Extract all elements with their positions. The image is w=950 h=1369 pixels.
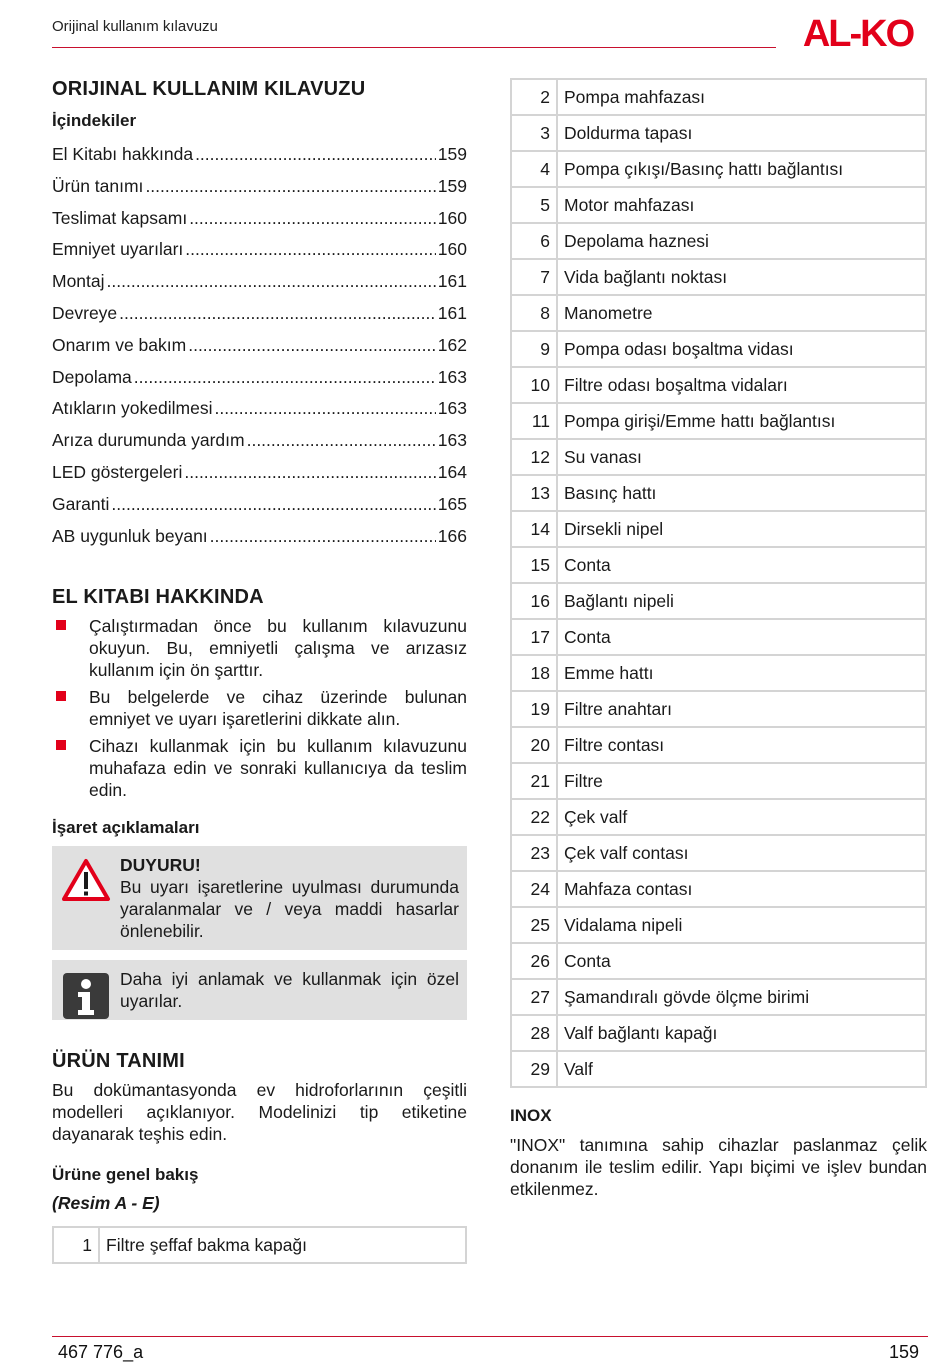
- toc-entry-page: 160: [437, 207, 467, 228]
- toc-entry-page: 163: [437, 430, 467, 451]
- toc-entry-label: Montaj: [52, 271, 105, 292]
- about-bullet-text: Çalıştırmadan önce bu kullanım kılavuzunu okuyun. Bu, emniyetli çalışma ve arızasız kullanım için ön şarttır.: [89, 616, 467, 681]
- toc-entry-label: Garanti: [52, 493, 110, 514]
- toc-entry-page: 165: [437, 493, 467, 514]
- parts-row: [511, 619, 926, 655]
- parts-row: [511, 295, 926, 331]
- toc-entry-label: Emniyet uyarıları: [52, 239, 184, 260]
- part-number: 29: [511, 1051, 557, 1087]
- toc-entry-page: 163: [437, 398, 467, 419]
- part-number: 4: [511, 151, 557, 187]
- warning-title: DUYURU!: [120, 855, 201, 876]
- red-square-bullet-icon: [56, 620, 66, 630]
- part-name: Doldurma tapası: [557, 115, 926, 151]
- parts-row: [511, 583, 926, 619]
- part-name: Şamandıralı gövde ölçme birimi: [557, 979, 926, 1015]
- part-number: 8: [511, 295, 557, 331]
- part-number: 7: [511, 259, 557, 295]
- part-number: 21: [511, 763, 557, 799]
- part-name: Filtre şeffaf bakma kapağı: [99, 1227, 466, 1263]
- left-column: [52, 78, 467, 1264]
- part-name: Valf: [557, 1051, 926, 1087]
- part-number: 15: [511, 547, 557, 583]
- parts-table-left: [52, 1226, 467, 1264]
- part-number: 12: [511, 439, 557, 475]
- warning-triangle-icon: [61, 858, 111, 902]
- part-name: Filtre contası: [557, 727, 926, 763]
- about-bullet-text: Bu belgelerde ve cihaz üzerinde bulunan emniyet ve uyarı işaretlerini dikkate alın.: [89, 687, 467, 730]
- parts-row: [511, 1015, 926, 1051]
- alko-logo: [788, 12, 928, 52]
- toc-entry-label: Onarım ve bakım: [52, 334, 187, 355]
- toc-entry-page: 162: [437, 334, 467, 355]
- product-heading: ÜRÜN TANIMI: [52, 1050, 185, 1073]
- page-number: 159: [888, 1342, 919, 1362]
- part-name: Basınç hattı: [557, 475, 926, 511]
- about-bullet: [52, 735, 467, 801]
- main-title: ORIJINAL KULLANIM KILAVUZU: [52, 78, 366, 100]
- parts-row: [511, 223, 926, 259]
- parts-row: [511, 475, 926, 511]
- part-name: Conta: [557, 547, 926, 583]
- parts-row: [511, 763, 926, 799]
- about-bullet: [52, 615, 467, 681]
- part-number: 6: [511, 223, 557, 259]
- part-number: 27: [511, 979, 557, 1015]
- document-number: 467 776_a: [58, 1342, 144, 1362]
- overview-heading: Ürüne genel bakış: [52, 1165, 199, 1185]
- parts-row: [511, 943, 926, 979]
- parts-row: [511, 187, 926, 223]
- part-number: 23: [511, 835, 557, 871]
- info-text: Daha iyi anlamak ve kullanmak için özel uyarılar.: [120, 969, 459, 1012]
- toc-entry-label: Teslimat kapsamı: [52, 207, 188, 228]
- parts-row: [511, 79, 926, 115]
- part-name: Bağlantı nipeli: [557, 583, 926, 619]
- toc-entry: [52, 425, 467, 457]
- inox-heading: INOX: [510, 1106, 552, 1125]
- toc-entry: [52, 266, 467, 298]
- red-square-bullet-icon: [56, 740, 66, 750]
- parts-row: [511, 439, 926, 475]
- parts-row: [511, 907, 926, 943]
- part-number: 24: [511, 871, 557, 907]
- toc-entry-label: LED göstergeleri: [52, 461, 183, 482]
- toc-heading: İçindekiler: [52, 111, 137, 130]
- parts-row: [511, 799, 926, 835]
- part-number: 25: [511, 907, 557, 943]
- parts-row: [511, 367, 926, 403]
- warning-text: Bu uyarı işaretlerine uyulması durumunda yaralanmalar ve / veya maddi hasarlar önlenebilir.: [120, 877, 459, 942]
- part-number: 5: [511, 187, 557, 223]
- part-number: 10: [511, 367, 557, 403]
- parts-row: [511, 259, 926, 295]
- about-heading: EL KITABI HAKKINDA: [52, 586, 264, 609]
- part-name: Dirsekli nipel: [557, 511, 926, 547]
- toc-entry-label: Depolama: [52, 366, 132, 387]
- toc-leader-dots: [184, 457, 435, 489]
- part-number: 11: [511, 403, 557, 439]
- parts-row: [53, 1227, 466, 1263]
- part-name: Çek valf contası: [557, 835, 926, 871]
- toc-entry-page: 159: [437, 144, 467, 164]
- figure-reference: (Resim A - E): [52, 1193, 160, 1214]
- about-bullet-list: [52, 615, 467, 801]
- running-header: Orijinal kullanım kılavuzu: [52, 18, 218, 35]
- parts-row: [511, 691, 926, 727]
- toc-entry: [52, 489, 467, 521]
- toc-leader-dots: [119, 298, 436, 330]
- toc-leader-dots: [185, 234, 436, 266]
- part-name: Filtre anahtarı: [557, 691, 926, 727]
- toc-entry: [52, 457, 467, 489]
- part-name: Valf bağlantı kapağı: [557, 1015, 926, 1051]
- part-number: 26: [511, 943, 557, 979]
- logo-text: AL-KO: [802, 13, 914, 52]
- toc-entry: [52, 521, 467, 553]
- parts-table-right: [510, 78, 927, 1088]
- toc-entry-page: 159: [437, 175, 467, 196]
- toc-entry-page: 161: [437, 271, 467, 292]
- inox-text: "INOX" tanımına sahip cihazlar paslanmaz çelik donanım ile teslim edilir. Yapı biçimi ve işlev bundan etkilenmez.: [510, 1135, 927, 1199]
- parts-row: [511, 1051, 926, 1087]
- parts-row: [511, 151, 926, 187]
- part-name: Filtre: [557, 763, 926, 799]
- toc-entry: [52, 298, 467, 330]
- part-name: Motor mahfazası: [557, 187, 926, 223]
- toc-entry-label: Devreye: [52, 302, 118, 323]
- part-name: Pompa çıkışı/Basınç hattı bağlantısı: [557, 151, 926, 187]
- toc-entry: [52, 203, 467, 235]
- part-name: Conta: [557, 943, 926, 979]
- toc-entry-page: 163: [437, 366, 467, 387]
- toc-entry: [52, 330, 467, 362]
- info-icon: [62, 972, 110, 1020]
- header-divider: [52, 47, 776, 48]
- toc-entry-label: AB uygunluk beyanı: [52, 525, 208, 546]
- parts-row: [511, 727, 926, 763]
- part-name: Pompa girişi/Emme hattı bağlantısı: [557, 403, 926, 439]
- parts-row: [511, 547, 926, 583]
- toc-leader-dots: [107, 266, 436, 298]
- part-name: Pompa mahfazası: [557, 79, 926, 115]
- part-number: 3: [511, 115, 557, 151]
- toc-entry: [52, 362, 467, 394]
- toc-entry-label: Atıkların yokedilmesi: [52, 398, 213, 419]
- toc-entry-page: 161: [437, 302, 467, 323]
- toc-leader-dots: [247, 425, 436, 457]
- toc-entry-label: Ürün tanımı: [52, 175, 144, 196]
- part-number: 2: [511, 79, 557, 115]
- footer-divider: [52, 1336, 928, 1337]
- parts-row: [511, 835, 926, 871]
- part-number: 14: [511, 511, 557, 547]
- parts-row: [511, 979, 926, 1015]
- part-name: Vida bağlantı noktası: [557, 259, 926, 295]
- part-name: Çek valf: [557, 799, 926, 835]
- toc-entry-page: 166: [437, 525, 467, 546]
- red-square-bullet-icon: [56, 691, 66, 701]
- table-of-contents: [52, 139, 467, 552]
- info-notice: [52, 960, 467, 1020]
- toc-leader-dots: [134, 362, 436, 394]
- toc-entry: [52, 393, 467, 425]
- toc-entry-page: 164: [437, 461, 467, 482]
- toc-leader-dots: [111, 489, 435, 521]
- toc-leader-dots: [189, 203, 436, 235]
- part-number: 20: [511, 727, 557, 763]
- toc-entry-label: El Kitabı hakkında: [52, 144, 194, 164]
- toc-leader-dots: [210, 521, 436, 553]
- parts-row: [511, 655, 926, 691]
- toc-leader-dots: [214, 393, 435, 425]
- part-number: 9: [511, 331, 557, 367]
- parts-row: [511, 511, 926, 547]
- parts-row: [511, 331, 926, 367]
- part-number: 19: [511, 691, 557, 727]
- toc-entry-label: Arıza durumunda yardım: [52, 430, 245, 451]
- right-column: [510, 78, 927, 1200]
- symbols-heading: İşaret açıklamaları: [52, 818, 200, 838]
- parts-row: [511, 115, 926, 151]
- toc-leader-dots: [195, 139, 436, 171]
- part-name: Pompa odası boşaltma vidası: [557, 331, 926, 367]
- part-name: Conta: [557, 619, 926, 655]
- toc-leader-dots: [188, 330, 436, 362]
- part-number: 16: [511, 583, 557, 619]
- part-number: 17: [511, 619, 557, 655]
- part-number: 13: [511, 475, 557, 511]
- parts-row: [511, 871, 926, 907]
- part-name: Manometre: [557, 295, 926, 331]
- part-name: Emme hattı: [557, 655, 926, 691]
- part-number: 1: [53, 1227, 99, 1263]
- parts-row: [511, 403, 926, 439]
- toc-entry: [52, 139, 467, 171]
- part-number: 22: [511, 799, 557, 835]
- toc-entry: [52, 171, 467, 203]
- part-name: Su vanası: [557, 439, 926, 475]
- part-name: Vidalama nipeli: [557, 907, 926, 943]
- about-bullet-text: Cihazı kullanmak için bu kullanım kılavuzunu muhafaza edin ve sonraki kullanıcıya da teslim edin.: [89, 736, 467, 801]
- part-name: Depolama haznesi: [557, 223, 926, 259]
- part-number: 28: [511, 1015, 557, 1051]
- part-name: Mahfaza contası: [557, 871, 926, 907]
- about-bullet: [52, 686, 467, 730]
- toc-leader-dots: [145, 171, 435, 203]
- toc-entry-page: 160: [437, 239, 467, 260]
- product-description: Bu dokümantasyonda ev hidroforlarının çeşitli modelleri açıklanıyor. Modelinizi tip etiketine dayanarak teşhis edin.: [52, 1080, 467, 1145]
- part-number: 18: [511, 655, 557, 691]
- toc-entry: [52, 234, 467, 266]
- part-name: Filtre odası boşaltma vidaları: [557, 367, 926, 403]
- warning-notice: [52, 846, 467, 950]
